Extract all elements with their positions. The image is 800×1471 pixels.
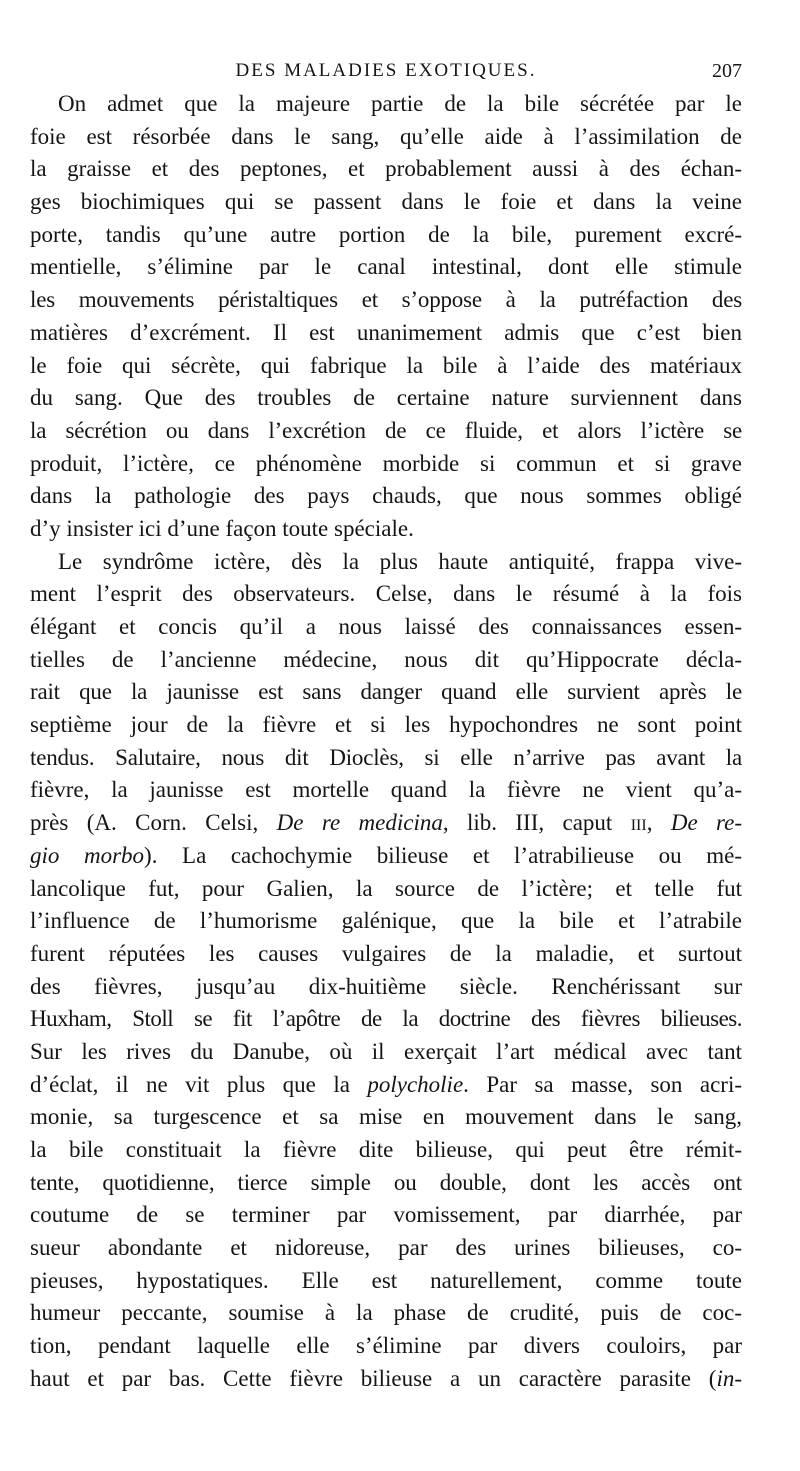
citation-chapter-numeral: iii — [630, 810, 647, 836]
running-header — [30, 58, 742, 84]
text-line: monie, sa turgescence et sa mise en mouvement dans le sang, — [30, 1104, 742, 1130]
text-line: la graisse et des peptones, et probablement aussi à des échan- — [30, 156, 742, 182]
text-line: tente, quotidienne, tierce simple ou double, dont les accès ont — [30, 1169, 742, 1195]
text-line: la bile constituait la fièvre dite bilieuse, qui peut être rémit- — [30, 1137, 742, 1162]
text-line: foie est résorbée dans le sang, qu’elle aide à l’assimilation de — [30, 123, 742, 149]
text-line: fièvre, la jaunisse est mortelle quand la fièvre ne vient qu’a- — [30, 777, 742, 803]
text-line: rait que la jaunisse est sans danger quand elle survient après le — [30, 679, 742, 705]
body-text — [30, 88, 742, 1396]
citation-title: De re medicina — [276, 810, 443, 836]
text-line: élégant et concis qu’il a nous laissé des connaissances essen- — [30, 614, 742, 639]
text-line: produit, l’ictère, ce phénomène morbide si commun et si grave — [30, 450, 742, 476]
text-line: Huxham, Stoll se fit l’apôtre de la doctrine des fièvres bilieuses. — [30, 1006, 742, 1032]
text-line-emphasis — [30, 1069, 742, 1102]
emphasized-term: in- — [716, 1365, 742, 1391]
text-line: tion, pendant laquelle elle s’élimine par divers couloirs, par — [30, 1333, 742, 1359]
line-text: haut et par bas. Cette fièvre bilieuse a un caractère parasite ( — [30, 1365, 717, 1391]
text-line-citation — [30, 840, 742, 873]
text-line: tendus. Salutaire, nous dit Dioclès, si elle n’arrive pas avant la — [30, 744, 742, 770]
citation-title: gio morbo — [30, 842, 145, 868]
citation-text: , lib. III, caput — [442, 810, 631, 836]
text-line-final — [30, 1363, 742, 1396]
text-line: mentielle, s’élimine par le canal intestinal, dont elle stimule — [30, 254, 742, 280]
text-line: Sur les rives du Danube, où il exerçait l’art médical avec tant — [30, 1038, 742, 1064]
text-line: la sécrétion ou dans l’excrétion de ce fluide, et alors l’ictère se — [30, 417, 742, 443]
text-line: tielles de l’ancienne médecine, nous dit qu’Hippocrate décla- — [30, 646, 742, 672]
text-line: les mouvements péristaltiques et s’oppose à la putréfaction des — [30, 287, 742, 313]
citation-text: près (A. Corn. Celsi, — [30, 810, 277, 836]
text-line: du sang. Que des troubles de certaine nature surviennent dans — [30, 385, 742, 411]
text-line: septième jour de la fièvre et si les hypochondres ne sont point — [30, 712, 742, 738]
line-text: . Par sa masse, son acri- — [463, 1071, 742, 1097]
text-line: d’y insister ici d’une façon toute spéciale. — [30, 515, 414, 541]
text-line: le foie qui sécrète, qui fabrique la bile à l’aide des matériaux — [30, 352, 742, 378]
text-line: coutume de se terminer par vomissement, par diarrhée, par — [30, 1202, 742, 1228]
text-line-citation — [30, 807, 742, 840]
text-line: Le syndrôme ictère, dès la plus haute antiquité, frappa vive- — [58, 548, 742, 574]
citation-text: , — [646, 810, 671, 836]
citation-text: ). La cachochymie bilieuse et l’atrabilieuse ou mé- — [144, 842, 742, 868]
text-line: matières d’excrément. Il est unanimement admis que c’est bien — [30, 319, 742, 345]
text-line: lancolique fut, pour Galien, la source de l’ictère; et telle fut — [30, 875, 742, 901]
text-line: pieuses, hypostatiques. Elle est naturellement, comme toute — [30, 1267, 742, 1293]
text-line: des fièvres, jusqu’au dix-huitième siècle. Renchérissant sur — [30, 973, 742, 999]
emphasized-term: polycholie — [367, 1071, 464, 1097]
text-line: dans la pathologie des pays chauds, que nous sommes obligé — [30, 483, 742, 509]
text-line: ment l’esprit des observateurs. Celse, dans le résumé à la fois — [30, 581, 742, 607]
text-line: porte, tandis qu’une autre portion de la bile, purement excré- — [30, 221, 742, 247]
citation-title: De re- — [670, 810, 742, 836]
line-text: d’éclat, il ne vit plus que la — [30, 1071, 368, 1097]
page-number: 207 — [712, 60, 742, 82]
text-line: ges biochimiques qui se passent dans le foie et dans la veine — [30, 189, 742, 215]
text-line: furent réputées les causes vulgaires de la maladie, et surtout — [30, 940, 742, 966]
text-line: On admet que la majeure partie de la bile sécrétée par le — [58, 91, 742, 116]
text-line: sueur abondante et nidoreuse, par des urines bilieuses, co- — [30, 1235, 742, 1261]
running-title: DES MALADIES EXOTIQUES. — [235, 60, 537, 81]
text-line: humeur peccante, soumise à la phase de crudité, puis de coc- — [30, 1300, 742, 1326]
text-line: l’influence de l’humorisme galénique, que la bile et l’atrabile — [30, 908, 742, 934]
